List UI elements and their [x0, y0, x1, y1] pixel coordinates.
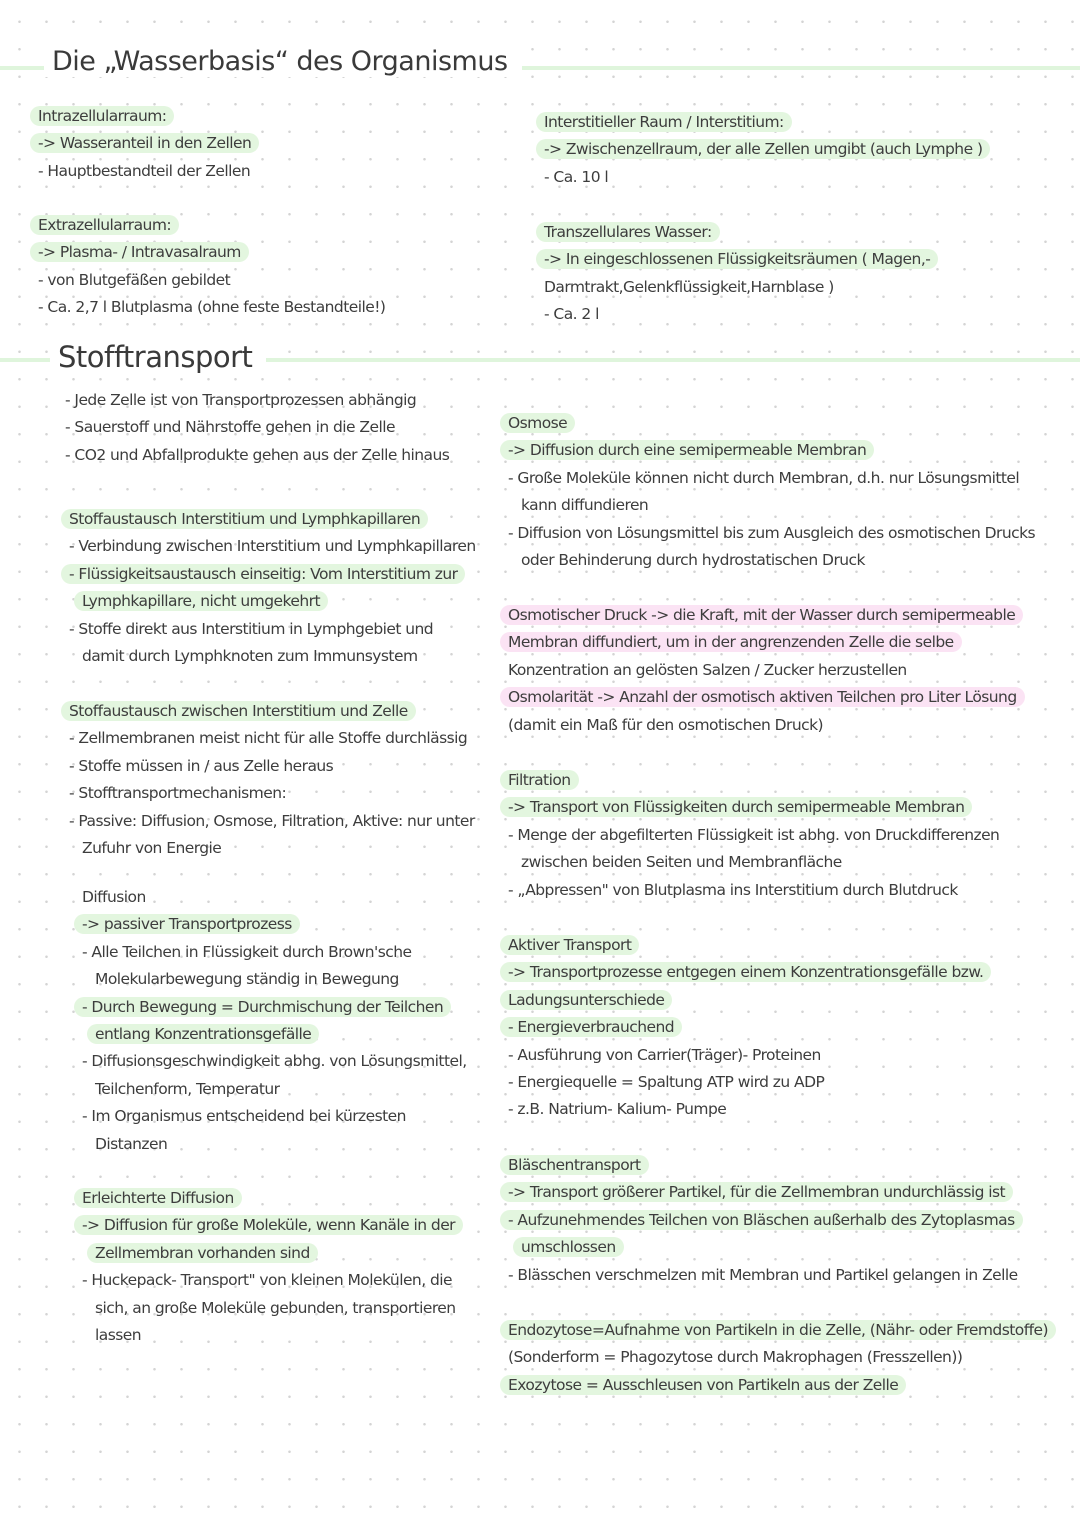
filtration-block	[508, 767, 999, 904]
osmotisch-line-4: Osmolarität -> Anzahl der osmotisch aktiven Teilchen pro Liter Lösung	[500, 687, 1025, 707]
extrazellular-line-1: -> Plasma- / Intravasalraum	[30, 242, 249, 262]
diffusion-line-3: Molekularbewegung ständig in Bewegung	[95, 970, 399, 989]
osmotisch-line-2: Membran diffundiert, um in der angrenzenden Zelle die selbe	[500, 632, 962, 652]
blaschen-line-1: -> Transport größerer Partikel, für die Zellmembran undurchlässig ist	[500, 1182, 1013, 1202]
zelle-line-4: - Passive: Diffusion, Osmose, Filtration, Aktive: nur unter	[69, 811, 475, 830]
zelle-line-2: - Stoffe müssen in / aus Zelle heraus	[69, 756, 334, 775]
stofftransport-intro-block	[65, 387, 449, 469]
transzellular-line-2: Darmtrakt,Gelenkflüssigkeit,Harnblase )	[544, 277, 834, 296]
endo-line-2: (Sonderform = Phagozytose durch Makrophagen (Fresszellen))	[508, 1348, 963, 1367]
diffusion-line-1: -> passiver Transportprozess	[74, 914, 300, 934]
aktiv-line-6: - z.B. Natrium- Kalium- Pumpe	[508, 1100, 727, 1119]
aktiv-line-4: - Ausführung von Carrier(Träger)- Proteinen	[508, 1045, 821, 1064]
osmose-heading: Osmose	[500, 413, 575, 433]
erleichtert-line-1: -> Diffusion für große Moleküle, wenn Kanäle in der	[74, 1215, 463, 1235]
blaschen-line-4: - Blässchen verschmelzen mit Membran und Partikel gelangen in Zelle	[508, 1265, 1018, 1284]
endo-line-1: Endozytose=Aufnahme von Partikeln in die Zelle, (Nähr- oder Fremdstoffe)	[500, 1320, 1056, 1340]
transzellular-heading: Transzellulares Wasser:	[536, 222, 720, 242]
lymph-line-1: - Verbindung zwischen Interstitium und Lymphkapillaren	[69, 537, 476, 556]
lymph-line-5: damit durch Lymphknoten zum Immunsystem	[82, 647, 418, 666]
osmotisch-block	[508, 602, 1025, 739]
lymph-line-4: - Stoffe direkt aus Interstitium in Lymphgebiet und	[69, 619, 434, 638]
transzellular-block	[544, 219, 938, 329]
blaschen-block	[508, 1152, 1023, 1289]
diffusion-line-8: - Im Organismus entscheidend bei kürzesten	[82, 1107, 406, 1126]
blaschen-line-3: umschlossen	[513, 1237, 624, 1257]
erleichtert-block	[82, 1185, 463, 1349]
filtration-line-1: -> Transport von Flüssigkeiten durch semipermeable Membran	[500, 797, 972, 817]
zelle-line-1: - Zellmembranen meist nicht für alle Stoffe durchlässig	[69, 729, 468, 748]
intrazellular-block	[38, 103, 259, 185]
aktiv-block	[508, 932, 991, 1124]
diffusion-line-5: entlang Konzentrationsgefälle	[87, 1024, 319, 1044]
interstitiell-block	[544, 109, 990, 191]
osmose-line-4: - Diffusion von Lösungsmittel bis zum Ausgleich des osmotischen Drucks	[508, 523, 1036, 542]
osmose-line-2: - Große Moleküle können nicht durch Membran, d.h. nur Lösungsmittel	[508, 468, 1020, 487]
osmose-line-1: -> Diffusion durch eine semipermeable Membran	[500, 440, 874, 460]
interstitiell-line-1: -> Zwischenzellraum, der alle Zellen umgibt (auch Lymphe )	[536, 139, 990, 159]
intro-line-3: - CO2 und Abfallprodukte gehen aus der Zelle hinaus	[65, 445, 450, 464]
endo-block	[508, 1317, 1056, 1399]
lymph-heading: Stoffaustausch Interstitium und Lymphkapillaren	[61, 509, 428, 529]
lymph-line-3: Lymphkapillare, nicht umgekehrt	[74, 591, 328, 611]
osmotisch-line-5: (damit ein Maß für den osmotischen Druck)	[508, 715, 824, 734]
zelle-block	[69, 698, 475, 862]
aktiv-line-3: - Energieverbrauchend	[500, 1017, 682, 1037]
section-title-stofftransport: Stofftransport	[50, 340, 266, 374]
osmose-line-5: oder Behinderung durch hydrostatischen Druck	[521, 551, 865, 570]
osmotisch-line-3: Konzentration an gelösten Salzen / Zucker herzustellen	[508, 660, 907, 679]
aktiv-line-2: Ladungsunterschiede	[500, 990, 672, 1010]
diffusion-heading: Diffusion	[82, 888, 146, 906]
diffusion-line-7: Teilchenform, Temperatur	[95, 1079, 280, 1098]
zelle-line-5: Zufuhr von Energie	[82, 839, 222, 858]
intro-line-1: - Jede Zelle ist von Transportprozessen abhängig	[65, 391, 417, 409]
filtration-line-2: - Menge der abgefilterten Flüssigkeit ist abhg. von Druckdifferenzen	[508, 825, 1000, 844]
intrazellular-heading: Intrazellularraum:	[30, 106, 174, 126]
erleichtert-line-4: sich, an große Moleküle gebunden, transportieren	[95, 1298, 456, 1317]
zelle-heading: Stoffaustausch zwischen Interstitium und Zelle	[61, 701, 416, 721]
diffusion-block	[82, 884, 467, 1158]
intrazellular-line-2: - Hauptbestandteil der Zellen	[38, 161, 251, 180]
intro-line-2: - Sauerstoff und Nährstoffe gehen in die Zelle	[65, 418, 395, 437]
lymph-line-2: - Flüssigkeitsaustausch einseitig: Vom Interstitium zur	[61, 564, 465, 584]
interstitiell-heading: Interstitieller Raum / Interstitium:	[536, 112, 792, 132]
blaschen-line-2: - Aufzunehmendes Teilchen von Bläschen außerhalb des Zytoplasmas	[500, 1210, 1023, 1230]
extrazellular-line-3: - Ca. 2,7 l Blutplasma (ohne feste Bestandteile!)	[38, 298, 386, 317]
aktiv-line-5: - Energiequelle = Spaltung ATP wird zu ADP	[508, 1073, 825, 1092]
page-title: Die „Wasserbasis“ des Organismus	[44, 46, 522, 77]
osmotisch-line-1: Osmotischer Druck -> die Kraft, mit der Wasser durch semipermeable	[500, 605, 1023, 625]
osmose-line-3: kann diffundieren	[521, 496, 649, 515]
endo-line-3: Exozytose = Ausschleusen von Partikeln aus der Zelle	[500, 1375, 906, 1395]
lymph-block	[69, 506, 476, 670]
transzellular-line-1: -> In eingeschlossenen Flüssigkeitsräumen ( Magen,-	[536, 249, 938, 269]
zelle-line-3: - Stofftransportmechanismen:	[69, 784, 287, 803]
erleichtert-line-2: Zellmembran vorhanden sind	[87, 1243, 318, 1263]
extrazellular-line-2: - von Blutgefäßen gebildet	[38, 270, 231, 289]
filtration-heading: Filtration	[500, 770, 579, 790]
aktiv-line-1: -> Transportprozesse entgegen einem Konzentrationsgefälle bzw.	[500, 962, 991, 982]
diffusion-line-4: - Durch Bewegung = Durchmischung der Teilchen	[74, 997, 451, 1017]
diffusion-line-2: - Alle Teilchen in Flüssigkeit durch Brown'sche	[82, 942, 412, 961]
erleichtert-line-3: - Huckepack- Transport" von kleinen Molekülen, die	[82, 1271, 452, 1290]
blaschen-heading: Bläschentransport	[500, 1155, 649, 1175]
erleichtert-line-5: lassen	[95, 1326, 142, 1345]
erleichtert-heading: Erleichterte Diffusion	[74, 1188, 242, 1208]
diffusion-line-9: Distanzen	[95, 1134, 168, 1153]
extrazellular-block	[38, 212, 385, 322]
interstitiell-line-2: - Ca. 10 l	[544, 167, 609, 186]
extrazellular-heading: Extrazellularraum:	[30, 215, 179, 235]
transzellular-line-3: - Ca. 2 l	[544, 305, 599, 324]
diffusion-line-6: - Diffusionsgeschwindigkeit abhg. von Lösungsmittel,	[82, 1052, 467, 1071]
filtration-line-3: zwischen beiden Seiten und Membranfläche	[521, 853, 842, 872]
intrazellular-line-1: -> Wasseranteil in den Zellen	[30, 133, 259, 153]
osmose-block	[508, 410, 1035, 574]
aktiv-heading: Aktiver Transport	[500, 935, 639, 955]
filtration-line-4: - „Abpressen" von Blutplasma ins Interstitium durch Blutdruck	[508, 880, 958, 899]
